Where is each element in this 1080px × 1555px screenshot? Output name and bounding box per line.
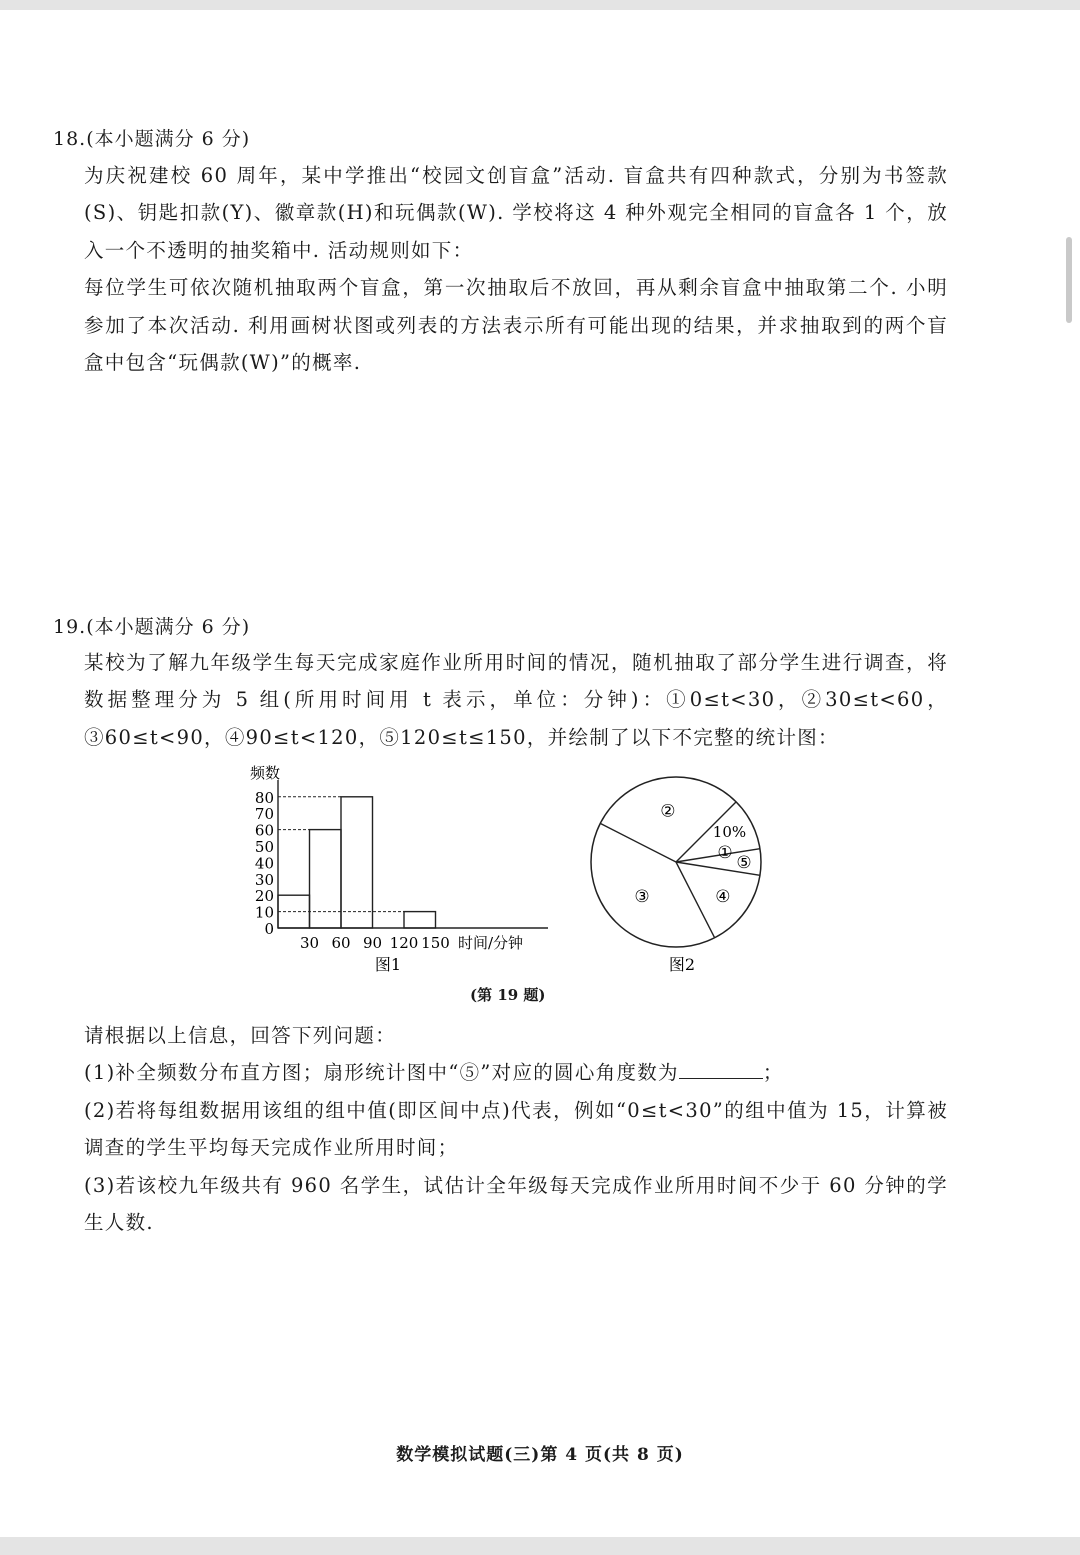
q18-score: (本小题满分 6 分): [86, 128, 251, 150]
top-bar: [0, 0, 1080, 10]
y-axis-label: 频数: [250, 764, 281, 782]
pie-slice-label: ①: [717, 843, 733, 864]
pie-figure: [580, 765, 780, 989]
q19-intro: [84, 644, 948, 756]
q19-part2: (2)若将每组数据用该组的组中值(即区间中点)代表，例如“0≤t<30”的组中值为 15，计算被调查的学生平均每天完成作业所用时间；: [84, 1098, 948, 1160]
q19-prompt: 请根据以上信息，回答下列问题：: [84, 1024, 397, 1047]
x-tick-label: 120: [389, 934, 419, 952]
y-tick-label: 50: [254, 838, 274, 856]
histogram-bar: [341, 797, 373, 928]
pie-slice-label: ③: [634, 886, 650, 907]
q18-paragraph: 为庆祝建校 60 周年，某中学推出“校园文创盲盒”活动. 盲盒共有四种款式，分别为书签款(S)、钥匙扣款(Y)、徽章款(H)和玩偶款(W). 学校将这 4 种外观完全相同的盲盒各 1 个，放入一个不透明的抽奖箱中. 活动规则如下：: [84, 164, 948, 262]
q18-header: [53, 124, 250, 151]
x-tick-label: 30: [299, 934, 320, 952]
x-tick-label: 60: [331, 934, 351, 952]
x-axis-label: 时间/分钟: [458, 934, 524, 952]
histogram-chart: [230, 760, 590, 980]
histogram-figure: [230, 760, 590, 984]
pie-percent-label: 10%: [712, 822, 747, 841]
q18-paragraph: 每位学生可依次随机抽取两个盲盒，第一次抽取后不放回，再从剩余盲盒中抽取第二个. 小明参加了本次活动. 利用画树状图或列表的方法表示所有可能出现的结果，并求抽取到的两个盲盒中包含“玩偶款(W)”的概率.: [84, 276, 948, 375]
pie-slice-label: ④: [715, 887, 731, 908]
q18-number: 18.: [53, 128, 87, 150]
figure1-title: 图1: [374, 955, 402, 974]
y-tick-label: 20: [254, 887, 274, 906]
q19-questions: [84, 1017, 948, 1241]
answer-blank[interactable]: [679, 1060, 763, 1079]
y-tick-label: 30: [254, 870, 274, 889]
y-tick-label: 10: [254, 903, 274, 922]
pie-slice-border: [600, 823, 676, 862]
pie-chart: [580, 765, 780, 985]
y-tick-label: 0: [264, 920, 274, 938]
pie-slice-label: ⑤: [736, 853, 752, 873]
y-tick-label: 40: [254, 854, 274, 873]
q19-part1: [84, 1054, 948, 1091]
q19-part1-text: (1)补全频数分布直方图；扇形统计图中“⑤”对应的圆心角度数为: [84, 1061, 679, 1085]
q19-header: [53, 612, 250, 639]
figure2-title: 图2: [668, 955, 696, 974]
q19-score: (本小题满分 6 分): [86, 616, 251, 638]
figure-caption: (第 19 题): [470, 986, 546, 1004]
pie-slice-border: [676, 862, 715, 938]
pie-slice-label: ②: [660, 801, 676, 822]
scrollbar-thumb[interactable]: [1066, 237, 1072, 323]
x-tick-label: 90: [362, 934, 383, 952]
bottom-bar: [0, 1537, 1080, 1555]
q18-body: [84, 157, 948, 381]
q19-part1-end: ；: [762, 1061, 784, 1085]
x-tick-label: 150: [421, 934, 450, 952]
q19-number: 19.: [53, 616, 87, 638]
y-tick-label: 80: [254, 788, 274, 807]
histogram-bar: [404, 912, 436, 928]
page-footer: 数学模拟试题(三)第 4 页(共 8 页): [396, 1445, 684, 1465]
histogram-bar: [310, 830, 342, 928]
y-tick-label: 70: [254, 805, 274, 824]
q19-part3: (3)若该校九年级共有 960 名学生，试估计全年级每天完成作业所用时间不少于 60 分钟的学生人数.: [84, 1173, 948, 1235]
y-tick-label: 60: [254, 821, 274, 840]
q19-intro-text: 某校为了解九年级学生每天完成家庭作业所用时间的情况，随机抽取了部分学生进行调查，将数据整理分为 5 组(所用时间用 t 表示，单位：分钟)：①0≤t<30，②30≤t<60，③60≤t<90，④90≤t<120，⑤120≤t≤150，并绘制了以下不完整的统计图：: [84, 651, 948, 749]
